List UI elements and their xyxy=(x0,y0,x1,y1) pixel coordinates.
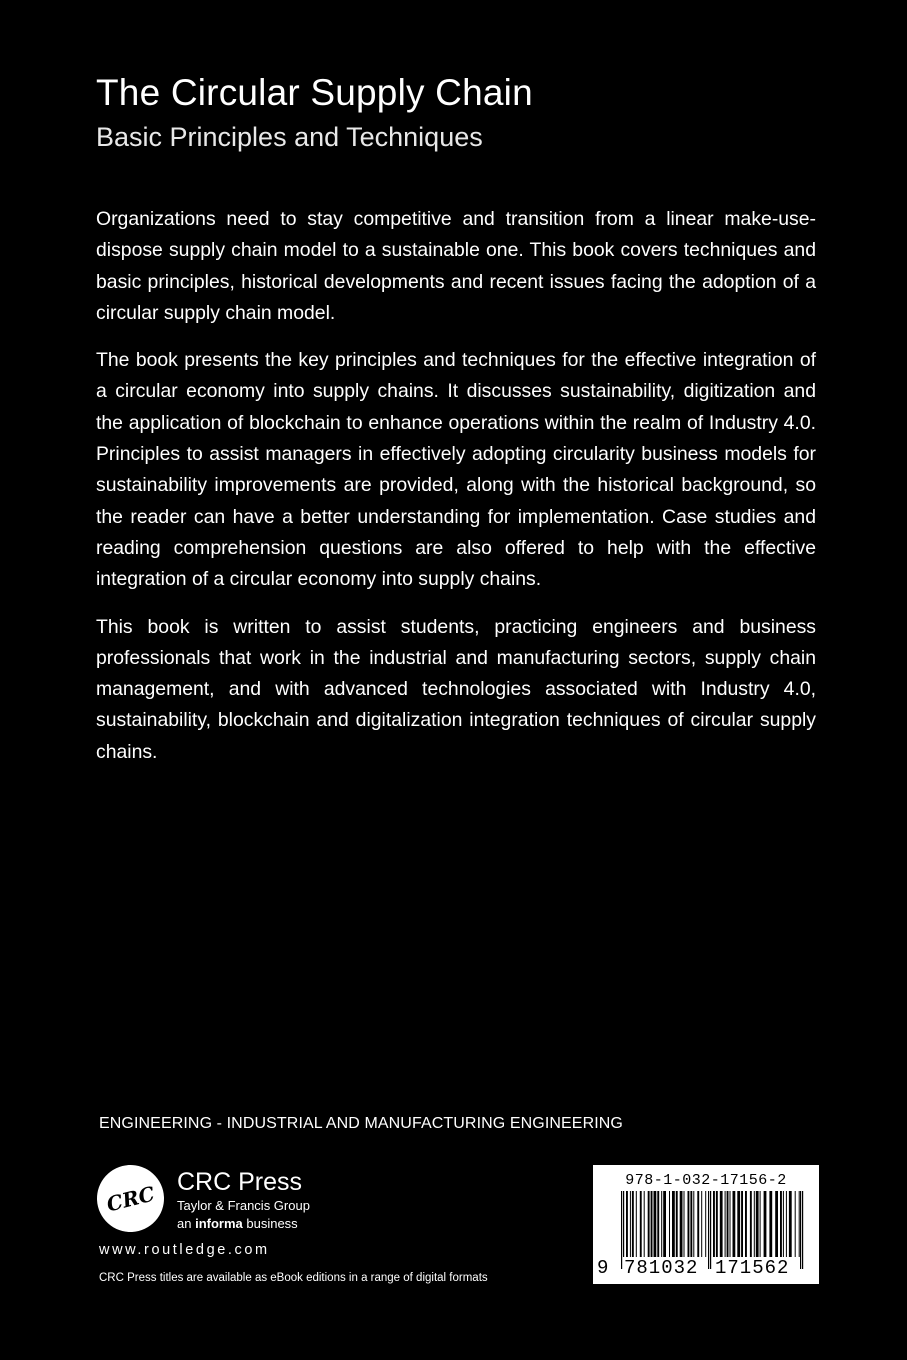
barcode-bar xyxy=(786,1191,787,1257)
subject-category: ENGINEERING - INDUSTRIAL AND MANUFACTURING ENGINEERING xyxy=(99,1115,623,1132)
barcode-bar xyxy=(745,1191,747,1257)
barcode-bar xyxy=(783,1191,784,1257)
informa-suffix: business xyxy=(242,1216,298,1231)
book-title: The Circular Supply Chain xyxy=(96,72,533,113)
barcode-bar xyxy=(630,1191,631,1257)
barcode-bar xyxy=(741,1191,743,1257)
barcode-bar xyxy=(688,1191,690,1257)
publisher-block xyxy=(97,1165,310,1233)
barcode-guard-bar xyxy=(800,1191,801,1269)
barcode-bar xyxy=(720,1191,723,1257)
barcode-bar xyxy=(663,1191,666,1257)
description-paragraph-1: Organizations need to stay competitive and transition from a linear make-use-dispose supply chain model to a sustainable one. This book covers techniques and basic principles, historical developments and recent issues facing the adoption of a circular supply chain model. xyxy=(96,208,816,324)
barcode-bar xyxy=(648,1191,650,1257)
barcode-bar xyxy=(636,1191,637,1257)
barcode-bar xyxy=(730,1191,731,1257)
publisher-informa-line xyxy=(177,1215,310,1233)
barcode-bar xyxy=(780,1191,782,1257)
barcode-bar xyxy=(651,1191,653,1257)
barcode-bar xyxy=(672,1191,675,1257)
barcode-bar xyxy=(626,1191,628,1257)
barcode-bar xyxy=(737,1191,740,1257)
barcode-bar xyxy=(756,1191,759,1257)
barcode-bar xyxy=(705,1191,706,1257)
barcode-bar xyxy=(684,1191,685,1257)
barcode-bar xyxy=(690,1191,692,1257)
barcode-bar xyxy=(669,1191,670,1257)
barcode-bar xyxy=(680,1191,683,1257)
barcode-bar xyxy=(716,1191,718,1257)
ebook-note: CRC Press titles are available as eBook editions in a range of digital formats xyxy=(99,1272,488,1284)
description-paragraph-2: The book presents the key principles and techniques for the effective integration of a circular economy into supply chains. It discusses sustainability, digitization and the application of blockchain to enhance operations within the realm of Industry 4.0. Principles to assist managers in effectively adopting circularity business models for sustainability improvements are provided, along with the historical background, so the reader can have a better understanding for implementation. Case studies and reading comprehension questions are also offered to help with the effective integration of a circular economy into supply chains. xyxy=(96,349,816,591)
isbn-number: 978-1-032-17156-2 xyxy=(625,1172,787,1189)
publisher-text xyxy=(177,1167,310,1233)
barcode-bar xyxy=(713,1191,715,1257)
barcode-bar xyxy=(733,1191,736,1257)
isbn-digits-left: 781032 xyxy=(624,1257,699,1279)
isbn-barcode xyxy=(593,1165,819,1284)
barcode-bar xyxy=(657,1191,659,1257)
isbn-digit-first: 9 xyxy=(597,1257,610,1279)
crc-logo-text: CRC xyxy=(104,1180,157,1217)
barcode-bar xyxy=(632,1191,634,1257)
barcode-bar xyxy=(727,1191,729,1257)
barcode-guard-bar xyxy=(802,1191,803,1269)
barcode-bar xyxy=(644,1191,645,1257)
publisher-name: CRC Press xyxy=(177,1168,303,1196)
isbn-digits-right: 171562 xyxy=(715,1257,790,1279)
barcode-guard-bar xyxy=(710,1191,711,1269)
barcode-bar xyxy=(789,1191,792,1257)
barcode-bar xyxy=(775,1191,778,1257)
barcode-bar xyxy=(750,1191,752,1257)
barcode-bar xyxy=(697,1191,699,1257)
barcode-bar xyxy=(795,1191,796,1257)
barcode-bar xyxy=(760,1191,761,1257)
barcode-bar xyxy=(754,1191,755,1257)
barcode-bar xyxy=(676,1191,678,1257)
barcode-guard-bar xyxy=(708,1191,709,1269)
barcode-bar xyxy=(799,1191,800,1257)
book-description xyxy=(96,204,816,784)
barcode-bar xyxy=(769,1191,772,1257)
barcode-bar xyxy=(693,1191,694,1257)
barcode-bar xyxy=(640,1191,642,1257)
barcode-bar xyxy=(661,1191,662,1257)
informa-word: informa xyxy=(195,1216,243,1231)
barcode-bar xyxy=(654,1191,657,1257)
barcode-bar xyxy=(764,1191,767,1257)
description-paragraph-3: This book is written to assist students, practicing engineers and business professionals that work in the industrial and manufacturing sectors, supply chain management, and with advanced technologies associated with Industry 4.0, sustainability, blockchain and digitalization integration techniques of circular supply chains. xyxy=(96,615,816,763)
crc-logo-icon xyxy=(90,1158,171,1239)
publisher-website: www.routledge.com xyxy=(99,1242,270,1258)
informa-prefix: an xyxy=(177,1216,196,1231)
barcode-bar xyxy=(725,1191,726,1257)
book-subtitle: Basic Principles and Techniques xyxy=(96,122,483,152)
publisher-group: Taylor & Francis Group xyxy=(177,1198,310,1213)
barcode-bar xyxy=(701,1191,702,1257)
